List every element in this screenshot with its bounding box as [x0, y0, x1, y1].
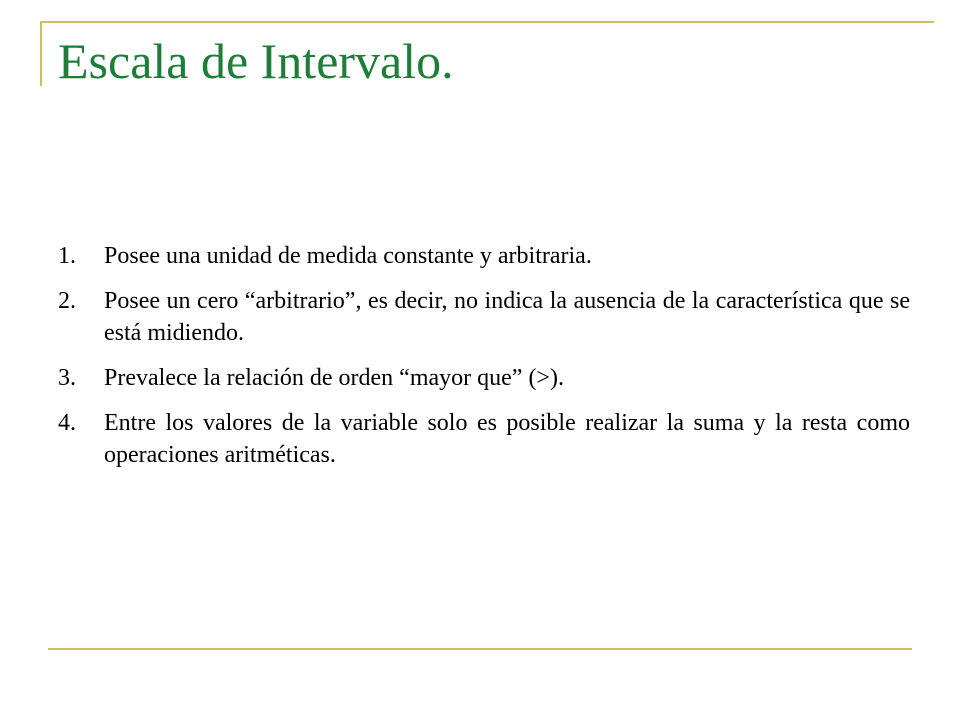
list-item-number: 1.: [58, 243, 76, 269]
list-item: [58, 285, 910, 349]
bottom-rule: [48, 648, 912, 650]
top-rule: [40, 21, 934, 23]
slide-title: Escala de Intervalo.: [58, 33, 454, 89]
list-item-number: 2.: [58, 288, 76, 314]
list-item-text: Entre los valores de la variable solo es posible realizar la suma y la resta como operaciones aritméticas.: [104, 410, 910, 468]
list-item: [58, 240, 910, 272]
left-rule: [40, 21, 42, 86]
list-item: [58, 362, 910, 394]
list-item-number: 4.: [58, 410, 76, 436]
list-item-text: Posee una unidad de medida constante y arbitraria.: [104, 243, 592, 269]
list-item-number: 3.: [58, 365, 76, 391]
list-item-text: Prevalece la relación de orden “mayor que” (>).: [104, 365, 564, 391]
list-item-text: Posee un cero “arbitrario”, es decir, no indica la ausencia de la característica que se está midiendo.: [104, 288, 910, 346]
list-item: [58, 407, 910, 471]
bullet-list: [58, 240, 910, 484]
